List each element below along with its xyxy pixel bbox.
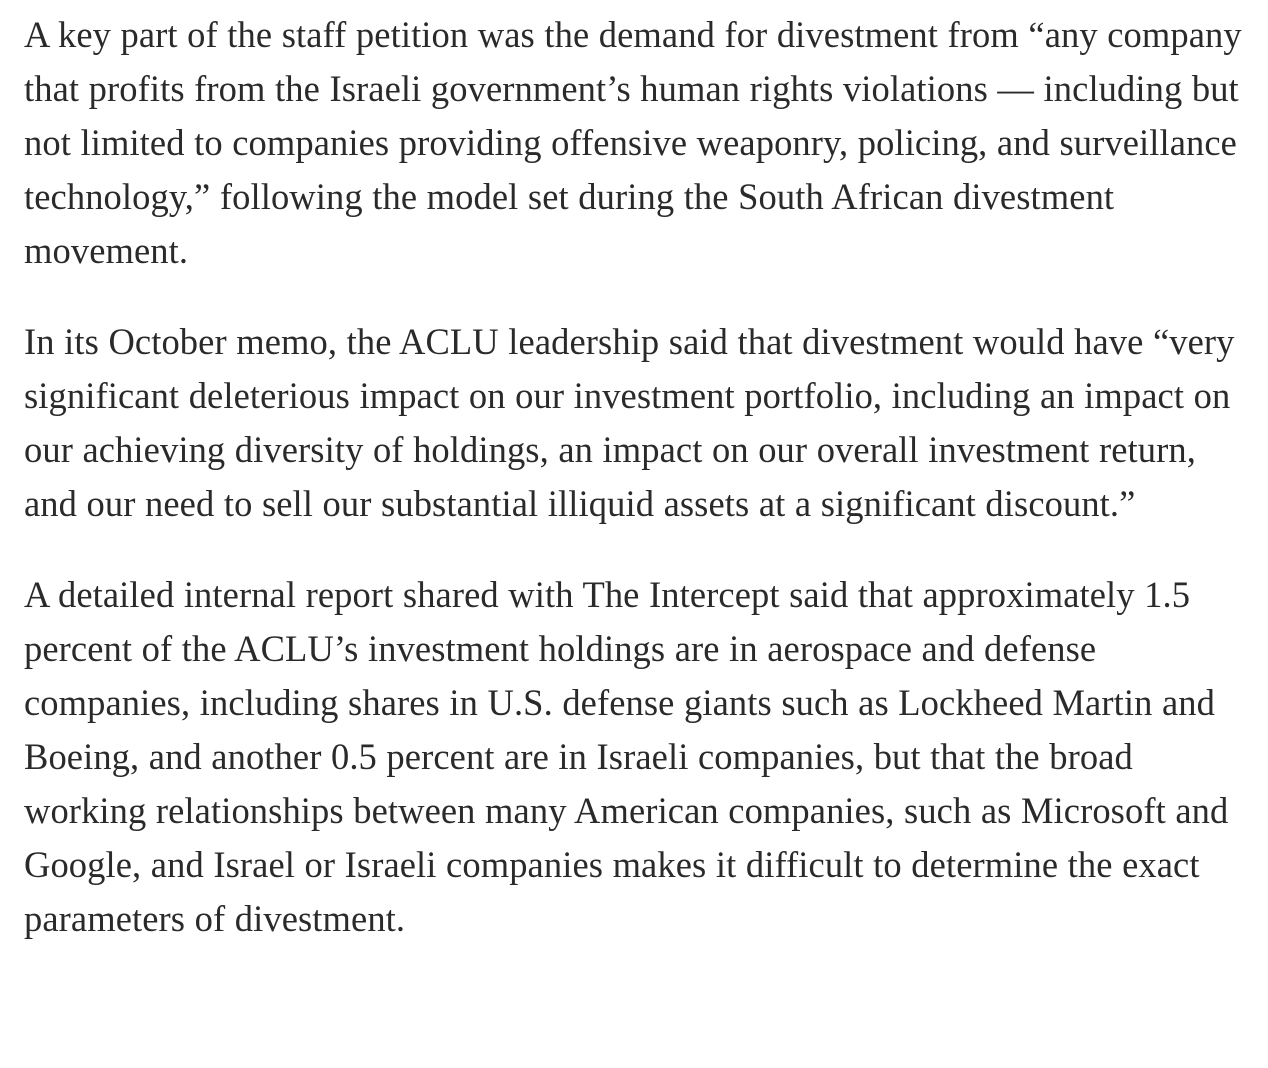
paragraph-october-memo: In its October memo, the ACLU leadership said that divestment would have “very significant deleterious impact on our investment portfolio, including an impact on our achieving diversity of holdings, an impact on our overall investment return, and our need to sell our substantial illiquid assets at a significant discount.”	[24, 321, 1235, 524]
paragraph-divestment-demand: A key part of the staff petition was the demand for divestment from “any company that profits from the Israeli government’s human rights violations — including but not limited to companies providing offensive weaponry, policing, and surveillance technology,” following the model set during the South African divestment movement.	[24, 14, 1242, 271]
paragraph-internal-report: A detailed internal report shared with The Intercept said that approximately 1.5 percent of the ACLU’s investment holdings are in aerospace and defense companies, including shares in U.S. defense giants such as Lockheed Martin and Boeing, and another 0.5 percent are in Israeli companies, but that the broad working relationships between many American companies, such as Microsoft and Google, and Israel or Israeli companies makes it difficult to determine the exact parameters of divestment.	[24, 574, 1229, 939]
